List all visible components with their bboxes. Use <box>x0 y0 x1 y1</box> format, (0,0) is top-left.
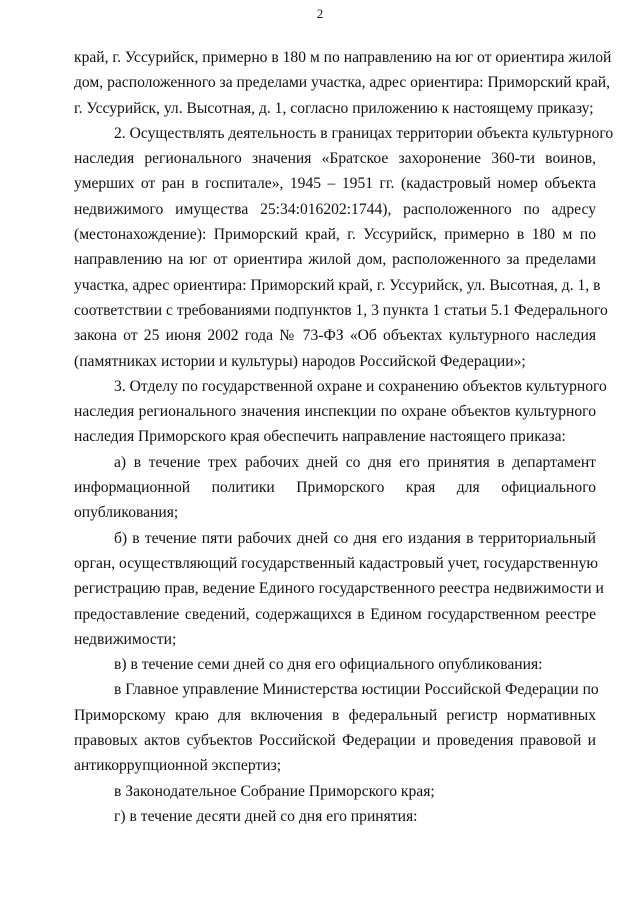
text-line: в) в течение семи дней со дня его официального опубликования: <box>114 656 543 674</box>
text-line: в Главное управление Министерства юстиции Российской Федерации по <box>114 681 599 699</box>
text-line: б) в течение пяти рабочих дней со дня его издания в территориальный <box>114 529 596 547</box>
text-line: опубликования; <box>74 504 179 522</box>
text-line: г. Уссурийск, ул. Высотная, д. 1, согласно приложению к настоящему приказу; <box>74 99 594 117</box>
paragraph-3 <box>74 450 596 526</box>
text-line: край, г. Уссурийск, примерно в 180 м по направлению на юг от ориентира жилой <box>74 49 612 66</box>
paragraph-4 <box>74 526 604 652</box>
text-line: г) в течение десяти дней со дня его принятия: <box>114 807 418 825</box>
text-line: недвижимости; <box>74 630 177 648</box>
paragraph-7 <box>74 779 596 804</box>
paragraph-1 <box>74 121 614 374</box>
paragraph-2 <box>74 374 607 450</box>
text-line: предоставление сведений, содержащихся в Едином государственном реестре <box>74 605 596 623</box>
paragraph-6 <box>74 677 599 778</box>
text-line: 3. Отделу по государственной охране и сохранению объектов культурного <box>114 377 607 395</box>
text-line: Приморскому краю для включения в федеральный регистр нормативных <box>74 706 596 724</box>
paragraph-0 <box>74 45 612 121</box>
text-line: (памятниках истории и культуры) народов Российской Федерации»; <box>74 352 526 370</box>
text-line: 2. Осуществлять деятельность в границах территории объекта культурного <box>114 124 614 142</box>
text-line: антикоррупционной экспертиз; <box>74 757 282 775</box>
page-number: 2 <box>316 6 324 21</box>
text-line: закона от 25 июня 2002 года № 73-ФЗ «Об объектах культурного наследия <box>74 327 596 345</box>
text-line: (местонахождение): Приморский край, г. Уссурийск, примерно в 180 м по <box>74 226 596 244</box>
text-line: а) в течение трех рабочих дней со дня его принятия в департамент <box>114 453 596 471</box>
text-line: наследия регионального значения инспекции по охране объектов культурного <box>74 403 596 421</box>
text-line: наследия регионального значения «Братское захоронение 360-ти воинов, <box>74 150 596 168</box>
text-line: участка, адрес ориентира: Приморский край, г. Уссурийск, ул. Высотная, д. 1, в <box>74 276 601 294</box>
text-line: недвижимого имущества 25:34:016202:1744), расположенного по адресу <box>74 200 596 218</box>
text-line: регистрацию прав, ведение Единого государственного реестра недвижимости и <box>74 580 604 598</box>
text-line: дом, расположенного за пределами участка, адрес ориентира: Приморский край, <box>74 74 610 92</box>
document-body <box>74 45 614 829</box>
paragraph-8 <box>74 804 596 829</box>
text-line: правовых актов субъектов Российской Федерации и проведения правовой и <box>74 732 596 750</box>
text-line: в Законодательное Собрание Приморского края; <box>114 782 435 800</box>
text-line: орган, осуществляющий государственный кадастровый учет, государственную <box>74 554 599 572</box>
text-line: умерших от ран в госпитале», 1945 – 1951 гг. (кадастровый номер объекта <box>74 175 596 193</box>
text-line: соответствии с требованиями подпунктов 1, 3 пункта 1 статьи 5.1 Федерального <box>74 301 608 319</box>
text-line: направлению на юг от ориентира жилой дом, расположенного за пределами <box>74 251 596 269</box>
text-line: наследия Приморского края обеспечить направление настоящего приказа: <box>74 428 566 446</box>
text-line: информационной политики Приморского края для официального <box>74 479 596 497</box>
paragraph-5 <box>74 652 596 677</box>
